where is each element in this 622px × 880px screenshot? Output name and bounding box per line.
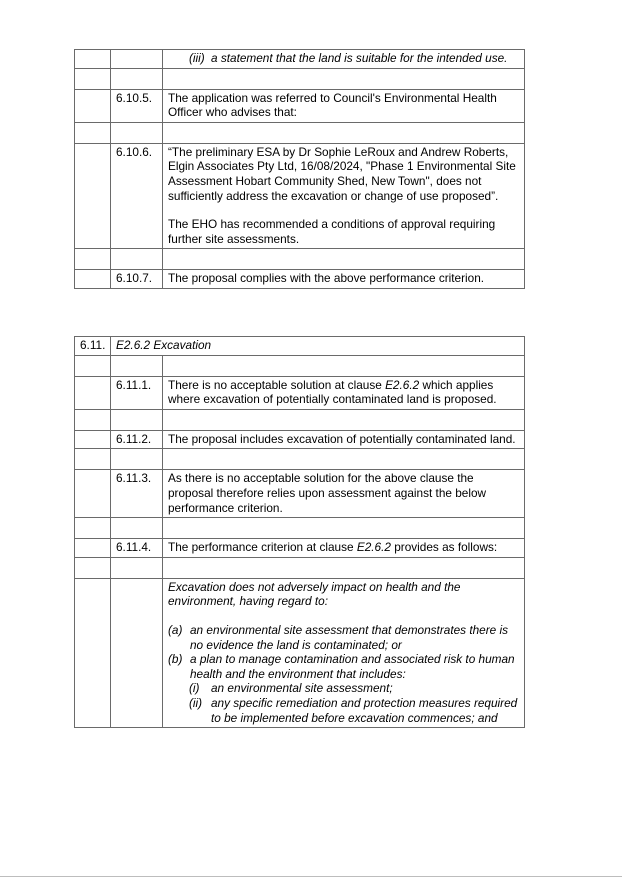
clause-number: 6.11.4. <box>111 539 163 558</box>
table-heading-row <box>75 337 525 356</box>
list-item-b-i: (i) an environmental site assessment; <box>189 681 393 696</box>
section-number: 6.11. <box>75 337 111 356</box>
table-row-blank <box>75 249 525 270</box>
clause-text: As there is no acceptable solution for the above clause the proposal therefore relies upon assessment against the below performance criterion. <box>163 470 525 518</box>
table-row-blank <box>75 449 525 470</box>
table-row-blank <box>75 68 525 89</box>
list-item-a: (a) an environmental site assessment that demonstrates there is no evidence the land is contaminated; or <box>168 622 509 652</box>
table-row <box>75 376 525 409</box>
clause-number: 6.11.2. <box>111 430 163 449</box>
clause-text: The performance criterion at clause E2.6.2 provides as follows: <box>163 539 525 558</box>
clause-text: The proposal complies with the above performance criterion. <box>163 270 525 289</box>
table-row-blank <box>75 557 525 578</box>
clause-number: 6.10.6. <box>111 143 163 249</box>
clause-number: 6.10.7. <box>111 270 163 289</box>
table-row <box>75 143 525 249</box>
table-row-blank <box>75 409 525 430</box>
section-title: E2.6.2 Excavation <box>111 337 525 356</box>
table-row-blank <box>75 355 525 376</box>
table-row-blank <box>75 122 525 143</box>
list-item-b: (b) a plan to manage contamination and associated risk to human health and the environment that includes: <box>168 652 515 681</box>
table-row <box>75 89 525 122</box>
clause-text: There is no acceptable solution at clause E2.6.2 which applies where excavation of potentially contaminated land is proposed. <box>163 376 525 409</box>
table-row <box>75 539 525 558</box>
table-row <box>75 578 525 727</box>
table-row-blank <box>75 518 525 539</box>
clause-number: 6.11.3. <box>111 470 163 518</box>
clause-number: 6.10.5. <box>111 89 163 122</box>
clause-text: The proposal includes excavation of potentially contaminated land. <box>163 430 525 449</box>
criterion-intro: Excavation does not adversely impact on health and the environment, having regard to: <box>168 579 461 609</box>
table-row <box>75 50 525 69</box>
table-row <box>75 270 525 289</box>
eho-recommendation: The EHO has recommended a conditions of approval requiring further site assessments. <box>168 217 496 246</box>
eho-quote: “The preliminary ESA by Dr Sophie LeRoux and Andrew Roberts, Elgin Associates Pty Ltd, 16/08/2024, "Phase 1 Environmental Site Assessment Hobart Community Shed, New Town", does not sufficiently address the excavation or change of use proposed”. <box>168 144 516 203</box>
page-edge-divider <box>0 876 622 877</box>
table-6-11-excavation <box>74 336 525 728</box>
table-row <box>75 470 525 518</box>
clause-number: 6.11.1. <box>111 376 163 409</box>
list-item-iii: (iii) a statement that the land is suitable for the intended use. <box>189 51 508 65</box>
table-row <box>75 430 525 449</box>
clause-text: The application was referred to Council's Environmental Health Officer who advises that: <box>163 89 525 122</box>
list-item-b-ii: (ii) any specific remediation and protection measures required to be implemented before excavation commences; and <box>189 695 518 725</box>
performance-criterion <box>163 578 525 727</box>
table-6-10-continued <box>74 49 525 289</box>
